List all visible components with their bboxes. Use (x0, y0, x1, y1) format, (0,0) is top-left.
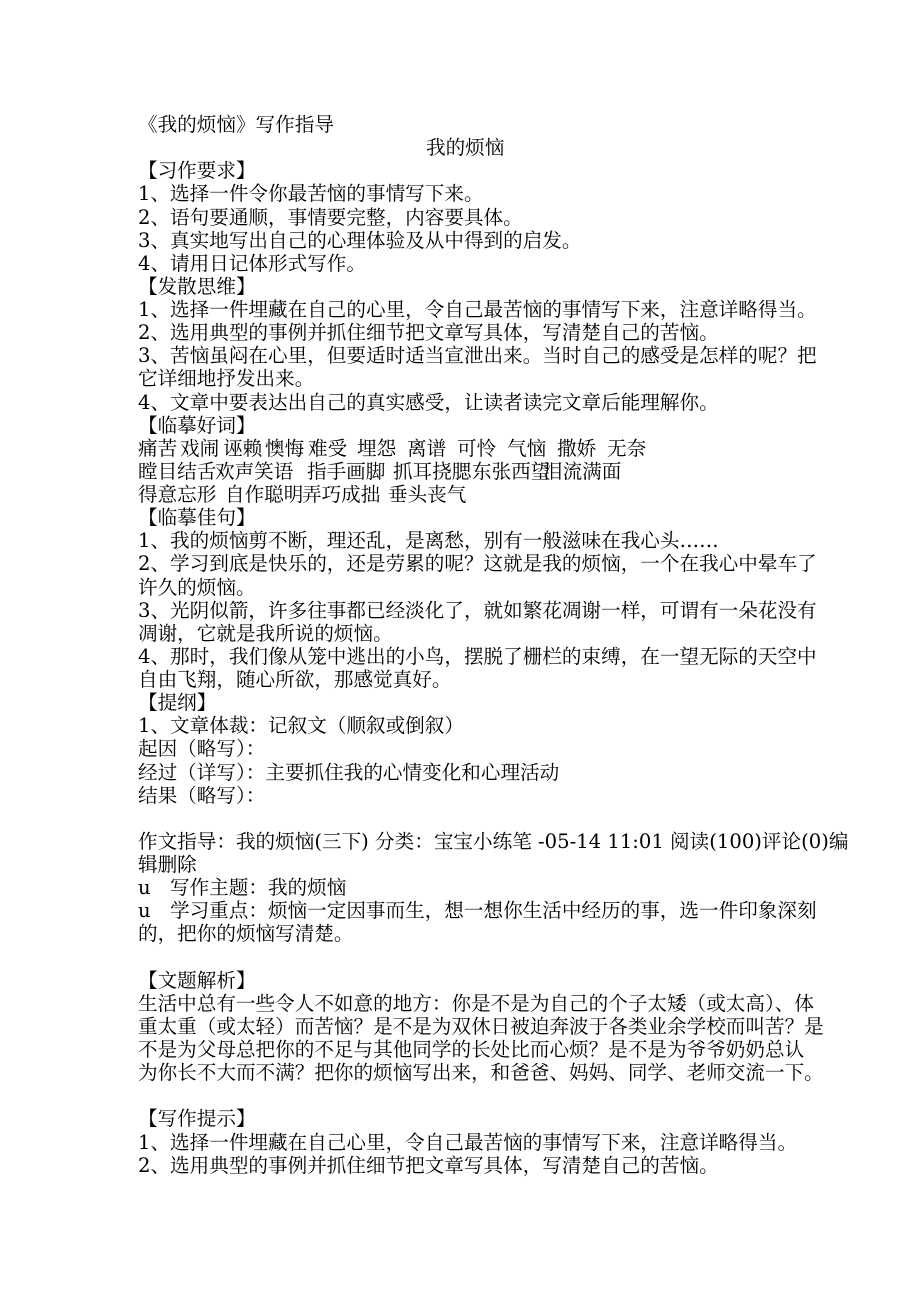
word: 指手画脚 (307, 459, 386, 483)
word-row (138, 437, 808, 460)
text-line: 经过（详写）：主要抓住我的心情变化和心理活动 (138, 760, 560, 784)
section-heading-requirements: 【习作要求】 (138, 159, 256, 183)
text-line: 的，把你的烦恼写清楚。 (138, 922, 354, 946)
word: 泪流满面 (543, 459, 622, 483)
word: 自作聪明 (225, 483, 304, 506)
text-line: 3、光阴似箭，许多往事都已经淡化了，就如繁花凋谢一样，可谓有一朵花没有 (138, 598, 817, 622)
word: 弄巧成拙 (302, 483, 381, 506)
document-page (138, 113, 849, 1177)
word: 气恼 (507, 436, 547, 460)
requirement-item: 3、真实地写出自己的心理体验及从中得到的启发。 (138, 228, 582, 252)
text-line: 2、选用典型的事例并抓住细节把文章写具体，写清楚自己的苦恼。 (138, 321, 719, 345)
word: 撒娇 (557, 436, 597, 460)
word: 垂头丧气 (388, 483, 467, 506)
text-line: 许久的烦恼。 (138, 575, 256, 599)
section-heading-writing-tips: 【写作提示】 (138, 1107, 256, 1131)
text-line: 重太重（或太轻）而苦恼？是不是为双休日被迫奔波于各类业余学校而叫苦？是 (138, 1014, 824, 1038)
section-heading-divergent-thinking: 【发散思维】 (138, 274, 256, 298)
text-line: 1、选择一件埋藏在自己的心里，令自己最苦恼的事情写下来，注意详略得当。 (138, 298, 817, 321)
word: 东张西望 (472, 459, 551, 483)
bullet-marker: u (138, 899, 151, 923)
text-line: 生活中总有一些令人不如意的地方：你是不是为自己的个子太矮（或太高）、体 (138, 991, 814, 1015)
text-line: 3、苦恼虽闷在心里，但要适时适当宣泄出来。当时自己的感受是怎样的呢？把 (138, 344, 817, 368)
word-row (138, 483, 808, 506)
text-line: 它详细地抒发出来。 (138, 367, 315, 391)
text-line: 凋谢，它就是我所说的烦恼。 (138, 621, 393, 645)
text-line: 1、文章体裁：记叙文（顺叙或倒叙） (138, 714, 464, 738)
word: 瞠目结舌 (138, 459, 217, 483)
word: 埋怨 (357, 436, 397, 460)
post-meta-line: 作文指导：我的烦恼(三下) 分类：宝宝小练笔 -05-14 11:01 阅读(100)评论(0)编 (138, 829, 849, 853)
text-line: 1、我的烦恼剪不断，理还乱，是离愁，别有一般滋味在我心头…… (138, 529, 719, 553)
section-heading-outline: 【提纲】 (138, 691, 217, 715)
section-heading-good-words: 【临摹好词】 (138, 413, 256, 437)
text-line: 为你长不大而不满？把你的烦恼写出来，和爸爸、妈妈、同学、老师交流一下。 (138, 1061, 824, 1085)
section-heading-good-sentences: 【临摹佳句】 (138, 506, 256, 530)
bullet-marker: u (138, 876, 151, 900)
document-title: 《我的烦恼》写作指导 (138, 113, 334, 136)
essay-title: 我的烦恼 (426, 136, 505, 160)
word-row (138, 460, 808, 483)
word: 痛苦 (138, 436, 178, 460)
topic-text: 写作主题：我的烦恼 (170, 876, 347, 900)
text-line: 4、那时，我们像从笼中逃出的小鸟，摆脱了栅栏的束缚，在一望无际的天空中 (138, 644, 817, 668)
focus-text: 学习重点：烦恼一定因事而生，想一想你生活中经历的事，选一件印象深刻 (170, 899, 817, 923)
word: 离谱 (407, 436, 447, 460)
requirement-item: 1、选择一件令你最苦恼的事情写下来。 (138, 182, 484, 206)
requirement-item: 2、语句要通顺，事情要完整，内容要具体。 (138, 205, 523, 229)
word: 难受 (308, 436, 348, 460)
word: 戏闹 (180, 436, 220, 460)
text-line: 不是为父母总把你的不足与其他同学的长处比而心烦？是不是为爷爷奶奶总认 (138, 1038, 805, 1061)
text-line: 自由飞翔，随心所欲，那感觉真好。 (138, 668, 452, 691)
word: 欢声笑语 (215, 459, 294, 483)
word: 无奈 (607, 436, 647, 460)
text-line: 结果（略写）： (138, 783, 266, 807)
text-line: 起因（略写）： (138, 737, 266, 761)
text-line: 2、学习到底是快乐的，还是劳累的呢？这就是我的烦恼，一个在我心中晕车了 (138, 552, 817, 576)
text-line: 1、选择一件埋藏在自己心里，令自己最苦恼的事情写下来，注意详略得当。 (138, 1130, 798, 1154)
word: 懊悔 (265, 436, 305, 460)
requirement-item: 4、请用日记体形式写作。 (138, 251, 366, 275)
bullet-line-topic (138, 876, 808, 899)
section-heading-topic-analysis: 【文题解析】 (138, 968, 256, 992)
post-meta-line: 辑删除 (138, 853, 197, 876)
word: 诬赖 (223, 436, 263, 460)
bullet-line-focus (138, 899, 817, 923)
text-line: 4、文章中要表达出自己的真实感受，让读者读完文章后能理解你。 (138, 390, 719, 414)
word: 可怜 (457, 436, 497, 460)
word: 得意忘形 (138, 483, 217, 506)
text-line: 2、选用典型的事例并抓住细节把文章写具体，写清楚自己的苦恼。 (138, 1153, 719, 1177)
word: 抓耳挠腮 (393, 459, 472, 483)
